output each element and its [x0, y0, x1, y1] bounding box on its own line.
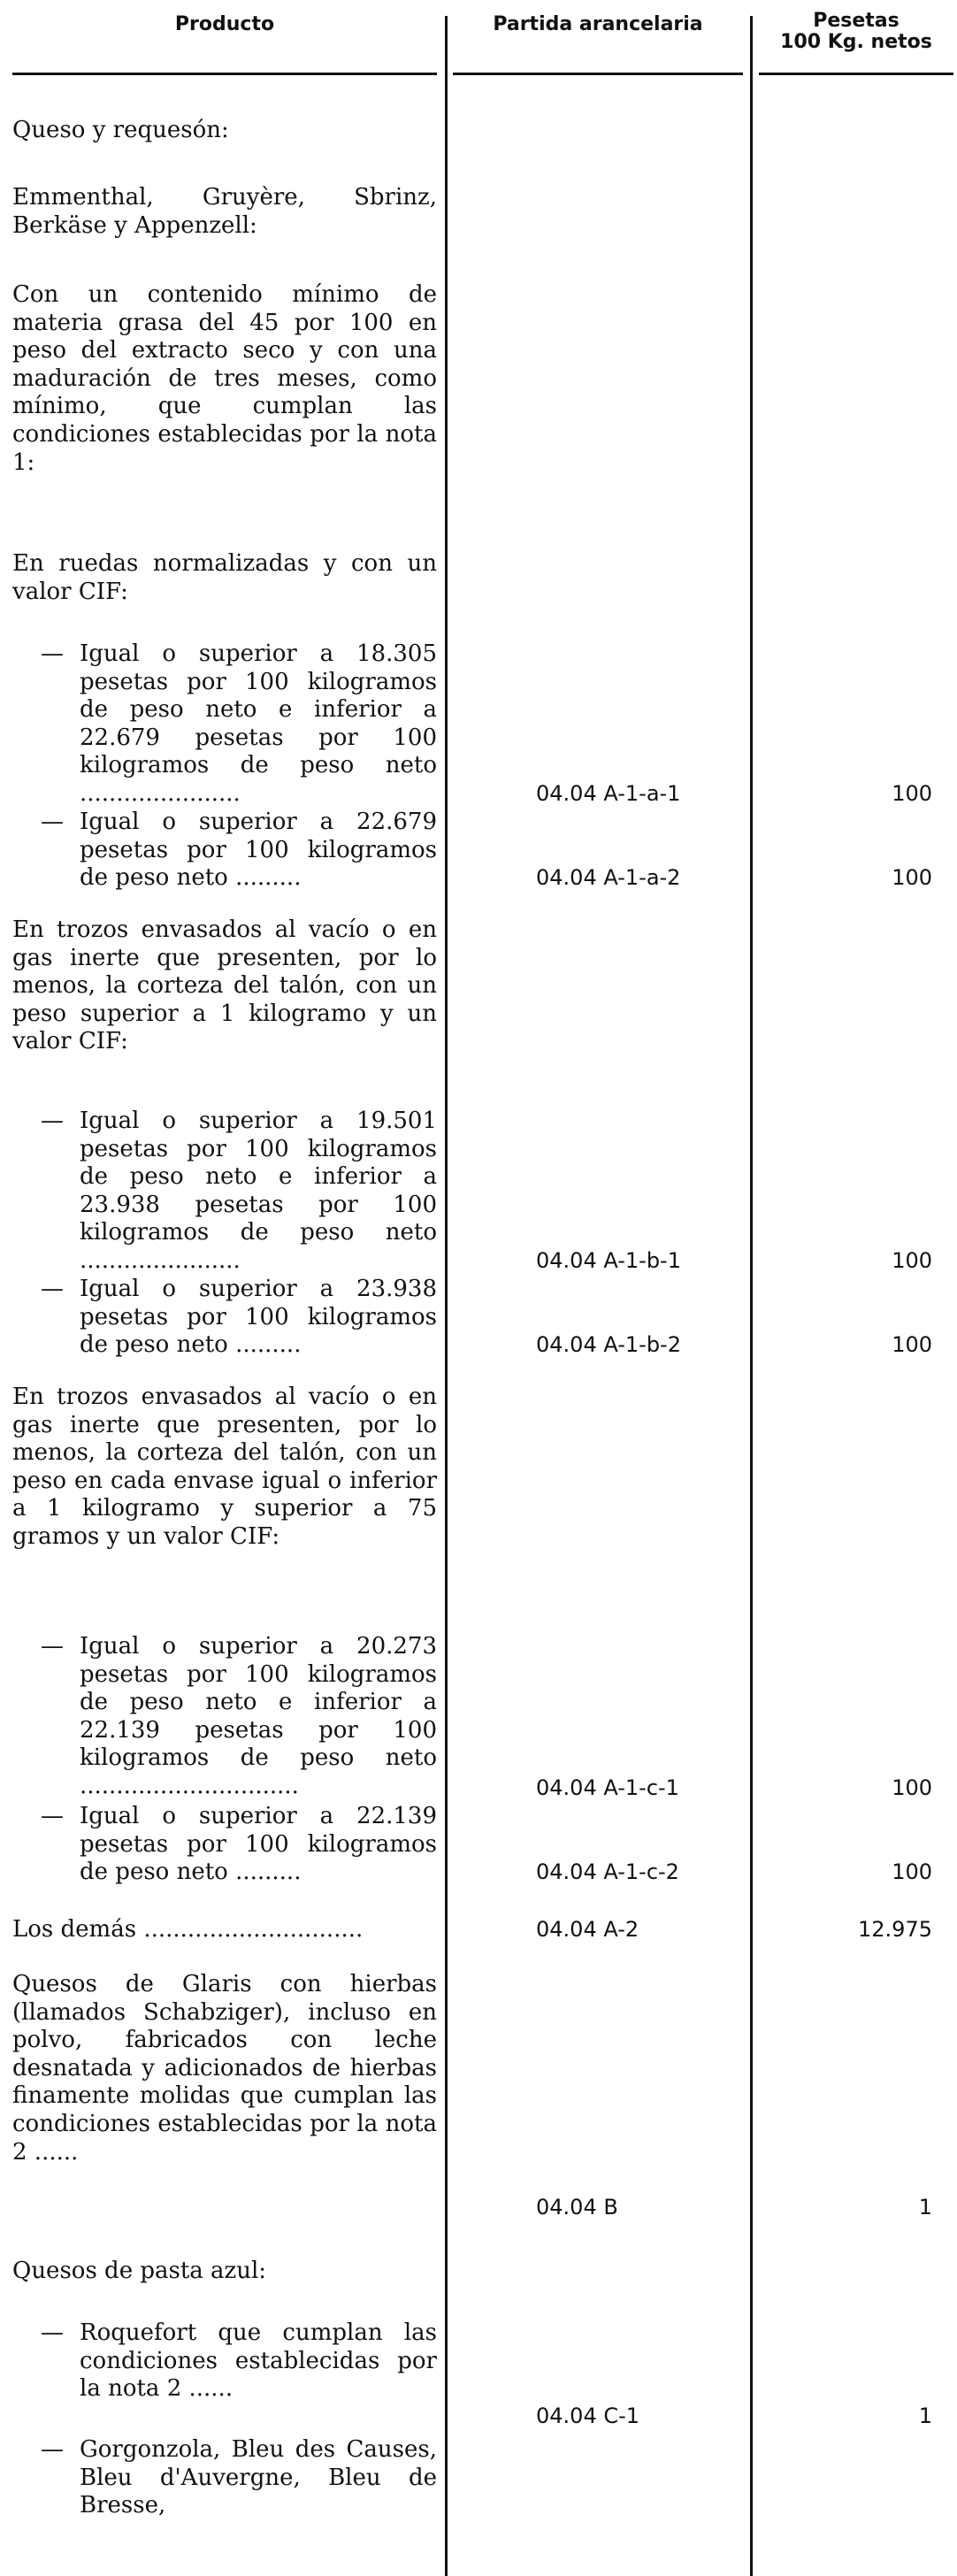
tariff-code: 04.04 A-1-a-1: [536, 781, 681, 806]
tariff-rate: 100: [892, 1248, 932, 1273]
dash-marker: —: [41, 640, 64, 667]
product-item-a1a2: Igual o superior a 22.679 pesetas por 100 kilogramos de peso neto .........: [80, 809, 437, 892]
tariff-rate: 100: [892, 781, 932, 806]
tariff-rate: 100: [892, 1775, 932, 1800]
header-partida-arancelaria: Partida arancelaria: [493, 13, 703, 35]
column-divider-2: [750, 16, 753, 2576]
product-group-emmenthal: Emmenthal, Gruyère, Sbrinz, Berkäse y Appenzell:: [12, 184, 437, 239]
header-rule-pesetas: [759, 73, 953, 75]
product-item-roquefort: Roquefort que cumplan las condiciones establecidas por la nota 2 ......: [80, 2319, 437, 2403]
product-item-a1b1: Igual o superior a 19.501 pesetas por 100 kilogramos de peso neto e inferior a 23.938 pesetas por 100 kilogramos de peso neto ......................: [80, 1108, 437, 1274]
tariff-code: 04.04 B: [536, 2195, 618, 2220]
header-pesetas-line1: Pesetas: [813, 10, 900, 32]
tariff-code: 04.04 A-1-a-2: [536, 865, 681, 890]
dash-marker: —: [41, 1108, 64, 1134]
product-subgroup-ruedas: En ruedas normalizadas y con un valor CIF:: [12, 550, 437, 605]
dash-marker: —: [41, 2436, 64, 2463]
tariff-rate: 1: [918, 2195, 932, 2220]
tariff-rate: 100: [892, 1859, 932, 1884]
product-condition-materia-grasa: Con un contenido mínimo de materia grasa del 45 por 100 en peso del extracto seco y con una maduración de tres meses, como mínimo, que cumplan las condiciones establecidas por la nota 1:: [12, 281, 437, 476]
dash-marker: —: [41, 2319, 64, 2346]
tariff-code: 04.04 A-1-c-1: [536, 1775, 679, 1800]
dash-marker: —: [41, 809, 64, 835]
product-item-a1c1: Igual o superior a 20.273 pesetas por 100 kilogramos de peso neto e inferior a 22.139 pesetas por 100 kilogramos de peso neto ..............................: [80, 1633, 437, 1799]
tariff-code: 04.04 A-2: [536, 1917, 639, 1942]
product-heading-pasta-azul: Quesos de pasta azul:: [12, 2258, 267, 2284]
product-subgroup-trozos-grandes: En trozos envasados al vacío o en gas inerte que presenten, por lo menos, la corteza del talón, con un peso superior a 1 kilogramo y un valor CIF:: [12, 916, 437, 1055]
header-rule-producto: [12, 73, 437, 75]
header-producto: Producto: [174, 13, 275, 35]
product-item-a1a1: Igual o superior a 18.305 pesetas por 100 kilogramos de peso neto e inferior a 22.679 pesetas por 100 kilogramos de peso neto ......................: [80, 640, 437, 807]
product-heading-queso: Queso y requesón:: [12, 117, 229, 143]
tariff-code: 04.04 A-1-c-2: [536, 1859, 679, 1884]
product-item-gorgonzola: Gorgonzola, Bleu des Causes, Bleu d'Auvergne, Bleu de Bresse,: [80, 2436, 437, 2519]
tariff-rate: 1: [918, 2404, 932, 2428]
product-los-demas: Los demás ..............................: [12, 1916, 364, 1943]
header-pesetas: [759, 11, 953, 53]
dash-marker: —: [41, 1803, 64, 1829]
header-pesetas-line2: 100 Kg. netos: [780, 31, 932, 53]
tariff-rate: 12.975: [858, 1917, 932, 1942]
column-divider-1: [445, 16, 448, 2576]
product-item-a1c2: Igual o superior a 22.139 pesetas por 100 kilogramos de peso neto .........: [80, 1803, 437, 1886]
tariff-code: 04.04 A-1-b-2: [536, 1332, 681, 1357]
product-item-a1b2: Igual o superior a 23.938 pesetas por 100 kilogramos de peso neto .........: [80, 1276, 437, 1359]
tariff-rate: 100: [892, 1332, 932, 1357]
header-rule-partida: [453, 73, 743, 75]
dash-marker: —: [41, 1276, 64, 1302]
tariff-code: 04.04 A-1-b-1: [536, 1248, 681, 1273]
dash-marker: —: [41, 1633, 64, 1660]
tariff-rate: 100: [892, 865, 932, 890]
product-quesos-glaris: Quesos de Glaris con hierbas (llamados Schabziger), incluso en polvo, fabricados con leche desnatada y adicionados de hierbas finamente molidas que cumplan las condiciones establecidas por la nota 2 ......: [12, 1971, 437, 2166]
tariff-code: 04.04 C-1: [536, 2404, 640, 2428]
product-subgroup-trozos-pequenos: En trozos envasados al vacío o en gas inerte que presenten, por lo menos, la corteza del talón, con un peso en cada envase igual o inferior a 1 kilogramo y superior a 75 gramos y un valor CIF:: [12, 1384, 437, 1550]
